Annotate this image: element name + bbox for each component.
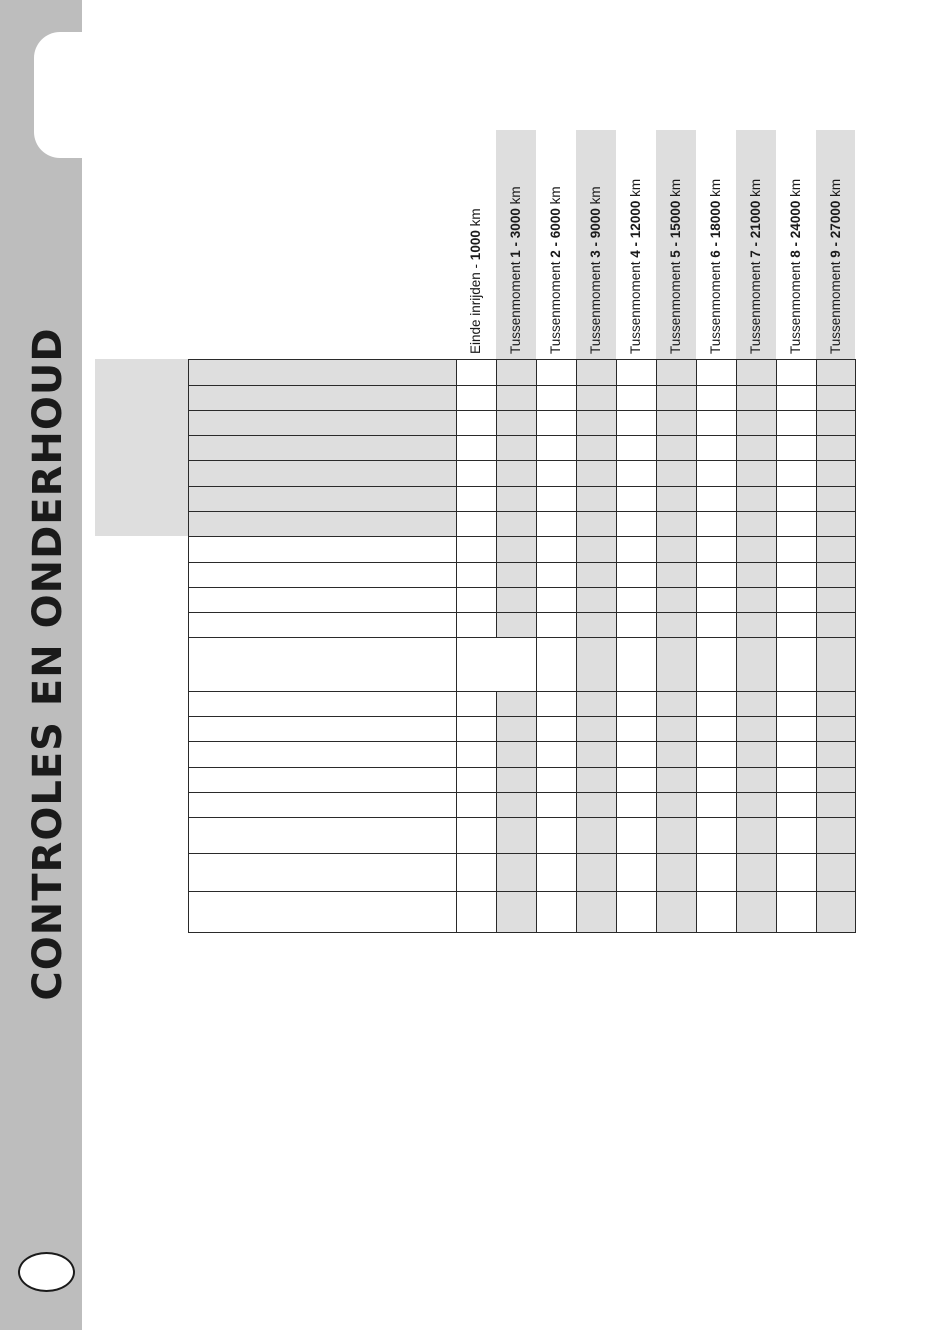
interval-cell: [497, 854, 537, 892]
interval-cell: [537, 537, 577, 563]
interval-cell: [817, 411, 856, 436]
column-header-prefix: Tussenmoment: [827, 257, 843, 354]
interval-cell: [617, 588, 657, 613]
interval-cell: [617, 360, 657, 386]
interval-cell: [697, 742, 737, 768]
interval-cell: [737, 793, 777, 818]
interval-cell: [817, 793, 856, 818]
column-header-label: [628, 114, 643, 354]
interval-cell: [617, 717, 657, 742]
table-row: [189, 638, 856, 692]
interval-cell: [657, 461, 697, 487]
interval-cell: [457, 487, 497, 512]
item-label-cell: [189, 892, 457, 933]
interval-cell: [617, 537, 657, 563]
interval-cell: [657, 768, 697, 793]
interval-cell: [737, 613, 777, 638]
interval-cell: [617, 692, 657, 717]
interval-cell: [657, 588, 697, 613]
interval-cell: [457, 638, 537, 692]
interval-cell: [777, 793, 817, 818]
interval-cell: [697, 818, 737, 854]
interval-cell: [577, 436, 617, 461]
interval-cell: [577, 768, 617, 793]
interval-cell: [497, 692, 537, 717]
item-label-cell: [189, 512, 457, 537]
interval-cell: [617, 793, 657, 818]
interval-cell: [457, 854, 497, 892]
interval-cell: [457, 461, 497, 487]
column-header-value: 1000: [468, 230, 483, 261]
interval-cell: [537, 563, 577, 588]
interval-cell: [737, 742, 777, 768]
interval-cell: [457, 360, 497, 386]
item-label-cell: [189, 436, 457, 461]
interval-cell: [497, 411, 537, 436]
interval-cell: [737, 512, 777, 537]
interval-cell: [577, 613, 617, 638]
item-label-cell: [189, 854, 457, 892]
interval-cell: [817, 638, 856, 692]
interval-cell: [777, 692, 817, 717]
interval-cell: [737, 487, 777, 512]
interval-cell: [737, 563, 777, 588]
column-header-unit: km: [508, 186, 523, 209]
interval-cell: [577, 793, 617, 818]
interval-cell: [777, 563, 817, 588]
item-label-cell: [189, 768, 457, 793]
interval-cell: [777, 892, 817, 933]
interval-cell: [537, 638, 577, 692]
column-header-prefix: Tussenmoment: [668, 257, 683, 354]
column-header-value: 3 - 9000: [588, 208, 603, 258]
column-header-prefix: Tussenmoment: [748, 257, 763, 354]
interval-cell: [697, 436, 737, 461]
interval-cell: [697, 588, 737, 613]
item-label-cell: [189, 793, 457, 818]
interval-cell: [697, 461, 737, 487]
interval-cell: [657, 692, 697, 717]
interval-cell: [777, 487, 817, 512]
interval-cell: [497, 793, 537, 818]
column-header-prefix: Tussenmoment: [588, 257, 603, 354]
table-row: [189, 386, 856, 411]
interval-cell: [777, 436, 817, 461]
interval-cell: [537, 717, 577, 742]
interval-cell: [697, 717, 737, 742]
interval-cell: [737, 638, 777, 692]
column-header-value: 8 - 24000: [788, 200, 803, 258]
interval-cell: [457, 411, 497, 436]
table-row: [189, 613, 856, 638]
interval-cell: [697, 563, 737, 588]
column-header-unit: km: [668, 178, 683, 201]
column-header-unit: km: [827, 178, 843, 201]
item-label-cell: [189, 613, 457, 638]
interval-cell: [737, 360, 777, 386]
table-row: [189, 717, 856, 742]
interval-cell: [577, 386, 617, 411]
interval-cell: [737, 588, 777, 613]
interval-cell: [777, 768, 817, 793]
column-header-label: [468, 114, 483, 354]
item-label-cell: [189, 537, 457, 563]
interval-cell: [497, 461, 537, 487]
interval-cell: [657, 717, 697, 742]
interval-cell: [537, 386, 577, 411]
interval-cell: [577, 717, 617, 742]
interval-cell: [777, 613, 817, 638]
interval-cell: [777, 638, 817, 692]
interval-cell: [537, 436, 577, 461]
interval-cell: [497, 563, 537, 588]
table-row: [189, 692, 856, 717]
table-row: [189, 537, 856, 563]
interval-cell: [537, 613, 577, 638]
item-label-cell: [189, 717, 457, 742]
interval-cell: [617, 512, 657, 537]
column-header-unit: km: [748, 178, 763, 201]
interval-cell: [737, 411, 777, 436]
interval-cell: [737, 692, 777, 717]
interval-cell: [497, 768, 537, 793]
interval-cell: [697, 360, 737, 386]
column-header-prefix: Tussenmoment: [628, 257, 643, 354]
interval-cell: [737, 461, 777, 487]
interval-cell: [617, 386, 657, 411]
interval-cell: [457, 613, 497, 638]
item-label-cell: [189, 411, 457, 436]
interval-cell: [657, 537, 697, 563]
interval-cell: [617, 613, 657, 638]
interval-cell: [457, 892, 497, 933]
item-label-cell: [189, 386, 457, 411]
interval-cell: [577, 487, 617, 512]
column-header-unit: km: [548, 186, 563, 209]
interval-cell: [537, 854, 577, 892]
interval-cell: [657, 613, 697, 638]
column-header-value: 9 - 27000: [827, 200, 843, 258]
section-title: CONTROLES EN ONDERHOUD: [25, 327, 71, 1001]
item-label-cell: [189, 692, 457, 717]
interval-cell: [617, 638, 657, 692]
column-header-unit: km: [708, 178, 723, 201]
interval-cell: [497, 588, 537, 613]
interval-cell: [737, 768, 777, 793]
interval-cell: [777, 386, 817, 411]
interval-cell: [577, 512, 617, 537]
interval-cell: [577, 537, 617, 563]
interval-cell: [657, 487, 697, 512]
column-header-prefix: Einde inrijden -: [468, 260, 483, 354]
table-row: [189, 461, 856, 487]
interval-cell: [537, 818, 577, 854]
interval-cell: [617, 461, 657, 487]
interval-cell: [737, 537, 777, 563]
interval-cell: [617, 742, 657, 768]
item-label-cell: [189, 818, 457, 854]
interval-cell: [657, 563, 697, 588]
interval-cell: [817, 360, 856, 386]
interval-cell: [817, 717, 856, 742]
item-label-cell: [189, 638, 457, 692]
interval-cell: [497, 613, 537, 638]
interval-cell: [777, 461, 817, 487]
interval-cell: [537, 768, 577, 793]
interval-cell: [817, 386, 856, 411]
item-label-cell: [189, 461, 457, 487]
interval-cell: [817, 512, 856, 537]
interval-cell: [457, 768, 497, 793]
interval-cell: [577, 854, 617, 892]
column-header-prefix: Tussenmoment: [548, 257, 563, 354]
interval-cell: [657, 436, 697, 461]
column-header-label: [588, 114, 603, 354]
interval-cell: [777, 512, 817, 537]
interval-cell: [457, 818, 497, 854]
table-row: [189, 512, 856, 537]
interval-cell: [657, 386, 697, 411]
interval-cell: [497, 512, 537, 537]
interval-cell: [537, 692, 577, 717]
interval-cell: [737, 717, 777, 742]
interval-cell: [657, 512, 697, 537]
interval-cell: [697, 692, 737, 717]
interval-cell: [577, 892, 617, 933]
interval-cell: [777, 360, 817, 386]
table-row: [189, 854, 856, 892]
interval-cell: [697, 487, 737, 512]
interval-cell: [737, 854, 777, 892]
interval-cell: [497, 360, 537, 386]
interval-cell: [737, 386, 777, 411]
interval-cell: [697, 793, 737, 818]
table-row: [189, 563, 856, 588]
table-row: [189, 360, 856, 386]
interval-cell: [497, 892, 537, 933]
item-label-cell: [189, 588, 457, 613]
column-header-label: [788, 114, 803, 354]
interval-cell: [697, 386, 737, 411]
interval-cell: [577, 411, 617, 436]
page-number-oval: [18, 1252, 75, 1292]
interval-cell: [817, 613, 856, 638]
column-header-value: 4 - 12000: [628, 200, 643, 258]
interval-cell: [537, 360, 577, 386]
table-row: [189, 436, 856, 461]
interval-cell: [657, 638, 697, 692]
interval-cell: [657, 360, 697, 386]
item-label-cell: [189, 742, 457, 768]
interval-cell: [457, 436, 497, 461]
column-header-unit: km: [468, 208, 483, 231]
interval-cell: [497, 742, 537, 768]
column-header-label: [548, 114, 563, 354]
table-row: [189, 487, 856, 512]
interval-cell: [577, 563, 617, 588]
column-header-label: [828, 114, 843, 354]
interval-cell: [457, 692, 497, 717]
interval-cell: [697, 512, 737, 537]
interval-cell: [817, 854, 856, 892]
interval-cell: [777, 818, 817, 854]
interval-cell: [697, 613, 737, 638]
interval-cell: [697, 768, 737, 793]
column-header-label: [668, 114, 683, 354]
interval-cell: [457, 717, 497, 742]
interval-cell: [497, 818, 537, 854]
interval-cell: [697, 854, 737, 892]
table-row: [189, 588, 856, 613]
interval-cell: [697, 537, 737, 563]
interval-cell: [617, 854, 657, 892]
interval-cell: [497, 487, 537, 512]
item-label-cell: [189, 563, 457, 588]
interval-cell: [497, 436, 537, 461]
table-row: [189, 793, 856, 818]
table-row: [189, 892, 856, 933]
column-header-unit: km: [788, 178, 803, 201]
group-shade: [95, 359, 188, 536]
interval-cell: [817, 892, 856, 933]
interval-cell: [817, 742, 856, 768]
interval-cell: [457, 563, 497, 588]
interval-cell: [617, 411, 657, 436]
interval-cell: [657, 742, 697, 768]
interval-cell: [817, 436, 856, 461]
interval-cell: [577, 360, 617, 386]
item-label-cell: [189, 360, 457, 386]
interval-cell: [537, 461, 577, 487]
table-row: [189, 742, 856, 768]
interval-cell: [737, 818, 777, 854]
interval-cell: [537, 512, 577, 537]
interval-cell: [697, 638, 737, 692]
column-header-prefix: Tussenmoment: [508, 257, 523, 354]
interval-cell: [817, 692, 856, 717]
column-header-unit: km: [628, 178, 643, 201]
interval-cell: [817, 768, 856, 793]
column-header-label: [748, 114, 763, 354]
interval-cell: [457, 742, 497, 768]
interval-cell: [537, 588, 577, 613]
interval-cell: [777, 537, 817, 563]
table-row: [189, 411, 856, 436]
interval-cell: [697, 892, 737, 933]
interval-cell: [777, 742, 817, 768]
column-header-prefix: Tussenmoment: [708, 257, 723, 354]
interval-cell: [657, 854, 697, 892]
interval-cell: [497, 386, 537, 411]
column-header-value: 2 - 6000: [548, 208, 563, 258]
interval-cell: [777, 854, 817, 892]
interval-cell: [657, 892, 697, 933]
column-header-value: 6 - 18000: [708, 200, 723, 258]
tab-notch: [34, 32, 82, 158]
interval-cell: [537, 411, 577, 436]
interval-cell: [497, 717, 537, 742]
interval-cell: [537, 892, 577, 933]
interval-cell: [777, 717, 817, 742]
interval-cell: [737, 436, 777, 461]
column-header-value: 5 - 15000: [668, 200, 683, 258]
interval-cell: [697, 411, 737, 436]
interval-cell: [817, 487, 856, 512]
maintenance-table: [188, 359, 856, 933]
interval-cell: [617, 436, 657, 461]
interval-cell: [617, 487, 657, 512]
interval-cell: [457, 793, 497, 818]
item-label-cell: [189, 487, 457, 512]
interval-cell: [577, 638, 617, 692]
interval-cell: [577, 588, 617, 613]
interval-cell: [657, 411, 697, 436]
interval-cell: [457, 588, 497, 613]
column-header-prefix: Tussenmoment: [788, 257, 803, 354]
table-row: [189, 768, 856, 793]
interval-cell: [537, 742, 577, 768]
interval-cell: [817, 461, 856, 487]
interval-cell: [577, 692, 617, 717]
interval-cell: [577, 818, 617, 854]
interval-cell: [617, 563, 657, 588]
interval-cell: [577, 461, 617, 487]
interval-cell: [457, 386, 497, 411]
table-row: [189, 818, 856, 854]
interval-cell: [737, 892, 777, 933]
interval-cell: [817, 537, 856, 563]
column-header-value: 7 - 21000: [748, 200, 763, 258]
interval-cell: [617, 892, 657, 933]
interval-cell: [657, 818, 697, 854]
column-header-value: 1 - 3000: [508, 208, 523, 258]
interval-cell: [617, 768, 657, 793]
interval-cell: [577, 742, 617, 768]
interval-cell: [497, 537, 537, 563]
interval-cell: [817, 818, 856, 854]
column-header-unit: km: [588, 186, 603, 209]
interval-cell: [457, 512, 497, 537]
interval-cell: [817, 563, 856, 588]
interval-cell: [777, 411, 817, 436]
interval-cell: [617, 818, 657, 854]
column-header-label: [708, 114, 723, 354]
column-header-label: [508, 114, 523, 354]
interval-cell: [537, 793, 577, 818]
interval-cell: [457, 537, 497, 563]
interval-cell: [537, 487, 577, 512]
interval-cell: [777, 588, 817, 613]
interval-cell: [817, 588, 856, 613]
interval-cell: [657, 793, 697, 818]
